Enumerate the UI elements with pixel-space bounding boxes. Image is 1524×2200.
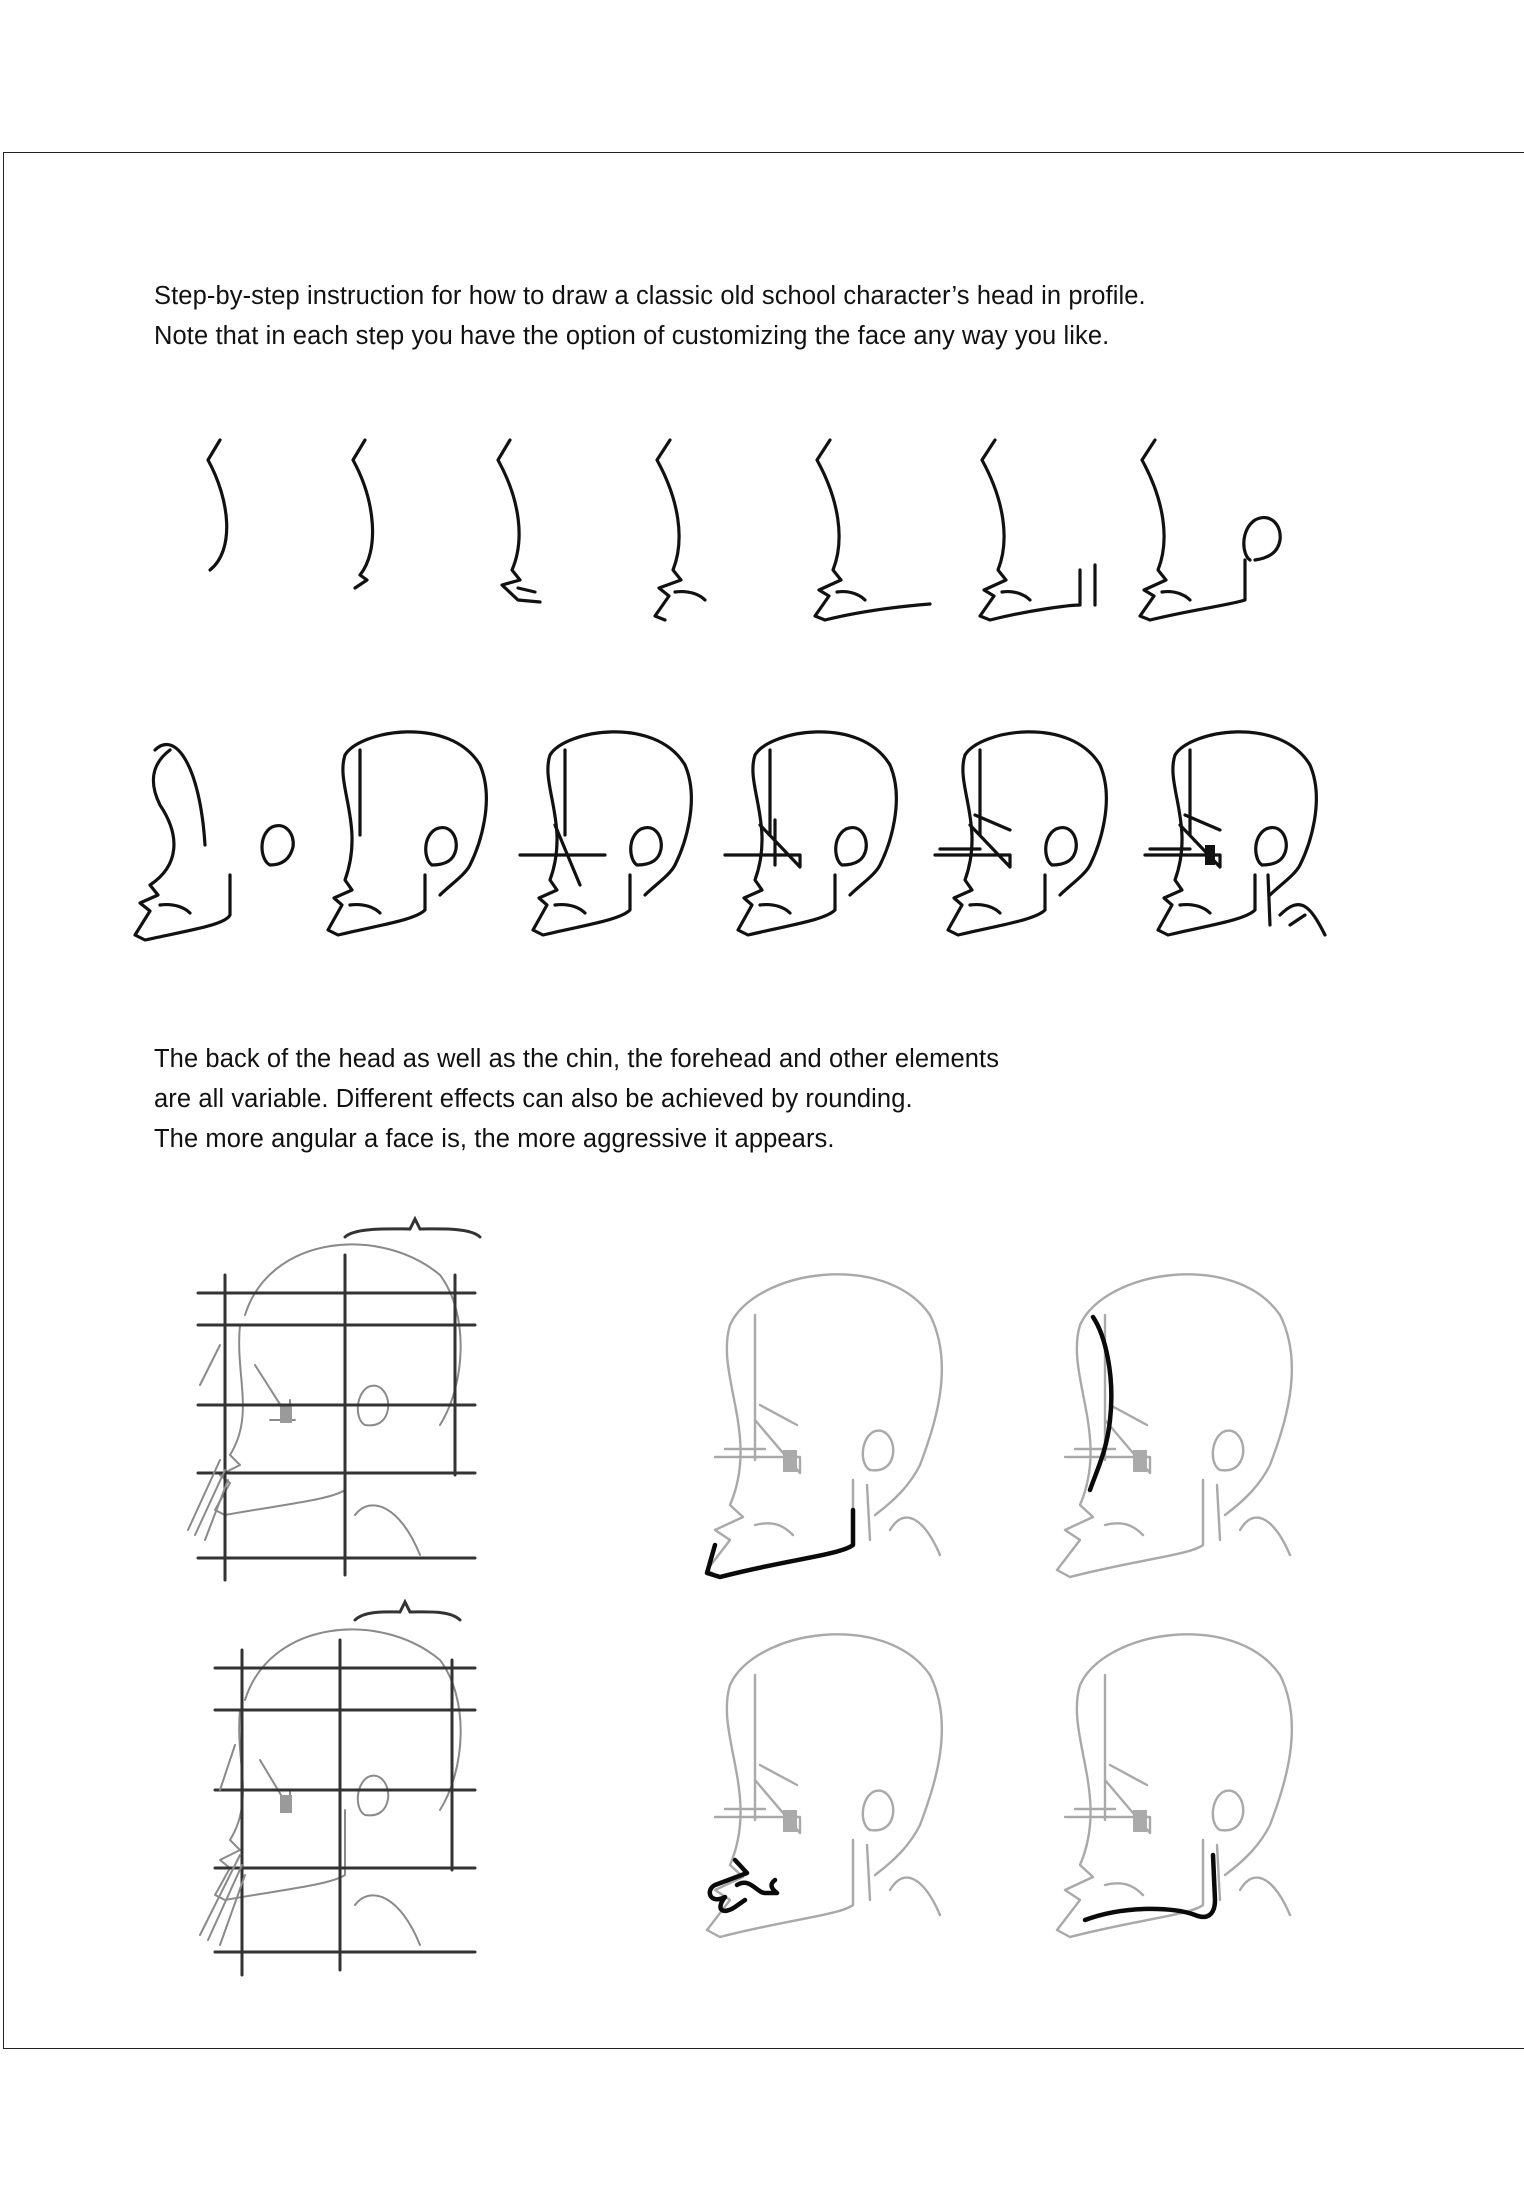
- variation-head-4: [1035, 1615, 1355, 1945]
- variations-line-3: The more angular a face is, the more aggressive it appears.: [154, 1125, 835, 1153]
- variation-head-1: [685, 1255, 1005, 1585]
- intro-text: [154, 276, 1146, 356]
- step-13-illustration: [1145, 732, 1325, 935]
- step-5-illustration: [815, 440, 930, 620]
- step-10-illustration: [520, 732, 691, 935]
- steps-row-2: [130, 725, 1430, 965]
- intro-line-2: Note that in each step you have the option of customizing the face any way you like.: [154, 322, 1110, 350]
- intro-line-1: Step-by-step instruction for how to draw a classic old school character’s head in profile.: [154, 282, 1146, 310]
- variation-head-3: [685, 1615, 1005, 1945]
- steps-row-1: [130, 420, 1430, 660]
- step-9-illustration: [328, 732, 486, 935]
- step-3-illustration: [498, 440, 540, 602]
- variations-text: [154, 1039, 999, 1159]
- proportion-grid-1: [180, 1215, 500, 1575]
- step-12-illustration: [935, 732, 1106, 935]
- proportion-grid-2: [180, 1600, 500, 1980]
- variation-head-2: [1035, 1255, 1355, 1585]
- step-11-illustration: [725, 732, 896, 935]
- step-8-illustration: [135, 744, 293, 940]
- variations-line-2: are all variable. Different effects can also be achieved by rounding.: [154, 1085, 913, 1113]
- step-6-illustration: [980, 440, 1095, 620]
- step-2-illustration: [353, 440, 373, 588]
- step-1-illustration: [208, 440, 227, 570]
- step-7-illustration: [1140, 440, 1280, 620]
- step-4-illustration: [655, 440, 705, 620]
- variations-line-1: The back of the head as well as the chin, the forehead and other elements: [154, 1045, 1000, 1073]
